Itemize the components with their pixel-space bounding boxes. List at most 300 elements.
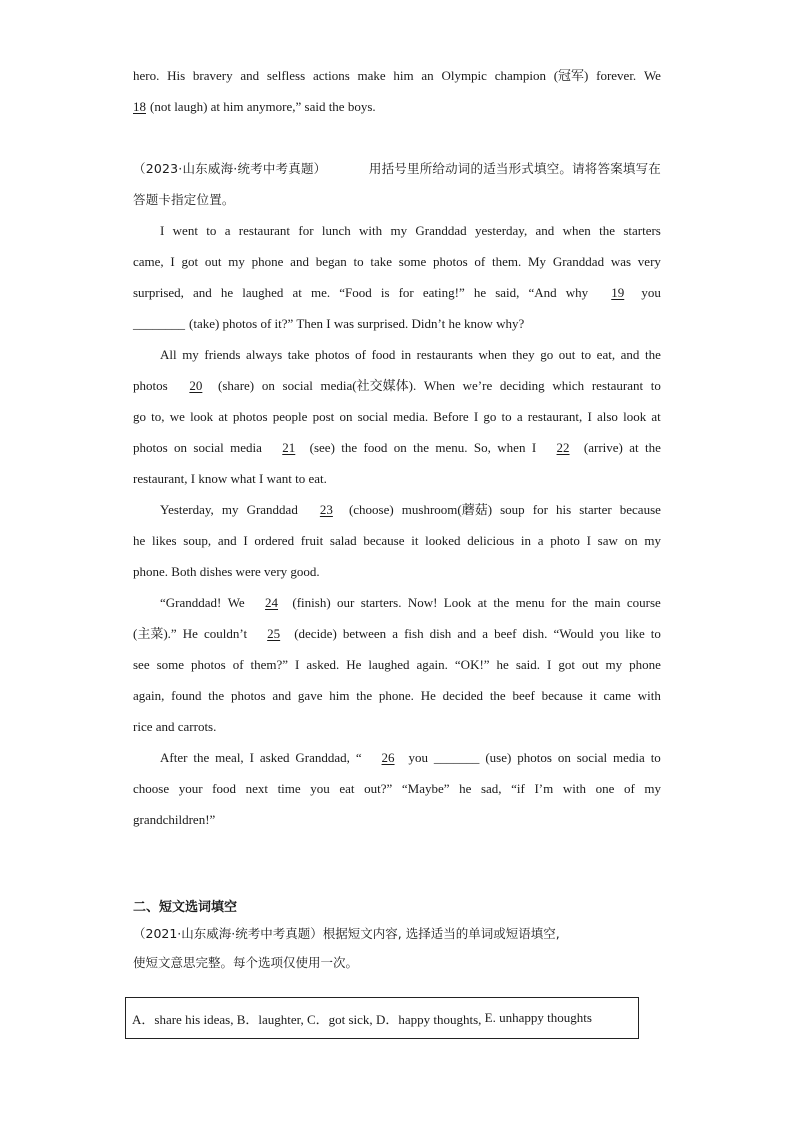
word: at: [477, 595, 487, 610]
word: social: [193, 440, 224, 455]
word: when: [497, 440, 526, 455]
word: I: [170, 254, 175, 269]
word: the: [572, 595, 589, 610]
word: laughed: [242, 285, 284, 300]
word: likes: [152, 533, 177, 548]
word: Look: [443, 595, 472, 610]
word: at: [629, 440, 639, 455]
word: hero.: [133, 68, 160, 83]
word: “if: [511, 781, 525, 796]
answer-blank-19[interactable]: 19: [611, 285, 625, 300]
word: said,: [495, 285, 520, 300]
word: and: [535, 223, 555, 238]
word: why: [565, 285, 589, 300]
word: for: [398, 285, 414, 300]
word: looked: [425, 533, 461, 548]
word: an: [421, 68, 434, 83]
word: actions: [312, 68, 350, 83]
option-b: B．laughter,: [236, 1011, 304, 1027]
word: restaurant,: [527, 409, 583, 424]
text-line: [133, 618, 661, 649]
word: （2023·山东威海·统考中考真题）: [133, 161, 327, 176]
word: a: [224, 223, 231, 238]
word: was: [610, 254, 632, 269]
options-box: [125, 997, 639, 1039]
word: meal,: [215, 750, 244, 765]
word: I: [586, 533, 591, 548]
word: the: [356, 688, 373, 703]
word: at: [218, 409, 228, 424]
word: fish: [404, 626, 424, 641]
word: phone.: [378, 688, 414, 703]
word: social: [576, 750, 608, 765]
answer-blank-21[interactable]: 21: [282, 440, 296, 455]
word: asked: [259, 750, 290, 765]
word: for: [550, 595, 566, 610]
text-line: [133, 556, 661, 587]
word: to: [650, 750, 661, 765]
word: eating!”: [422, 285, 465, 300]
word: beef: [494, 626, 517, 641]
word: food: [212, 781, 236, 796]
word: because: [541, 688, 583, 703]
word: His: [167, 68, 186, 83]
word: starters.: [360, 595, 402, 610]
word: salad: [329, 533, 357, 548]
text-segment: restaurant, I know what I want to eat.: [133, 471, 327, 486]
word: to: [580, 347, 592, 362]
word: between: [342, 626, 387, 641]
word: on: [557, 750, 571, 765]
word: champion: [494, 68, 546, 83]
word: when: [562, 223, 591, 238]
word: (arrive): [583, 440, 623, 455]
word: I: [295, 657, 300, 672]
word: eat: [339, 781, 355, 796]
word: look: [623, 409, 647, 424]
word: He: [346, 657, 362, 672]
question-intro: 使短文意思完整。每个选项仅使用一次。: [133, 955, 359, 970]
word: because: [619, 502, 661, 517]
word: “OK!”: [454, 657, 490, 672]
question-intro: [133, 184, 661, 215]
word: the: [645, 440, 661, 455]
word: the: [193, 750, 210, 765]
word: yesterday,: [475, 223, 528, 238]
text-line: [133, 432, 661, 463]
text-line: [133, 370, 661, 401]
word: (decide): [294, 626, 337, 641]
word: take: [370, 254, 393, 269]
word: photos: [191, 657, 226, 672]
word: (finish): [292, 595, 331, 610]
word: on: [624, 533, 638, 548]
word: again.: [416, 657, 448, 672]
word: All: [160, 347, 177, 362]
word: got: [181, 254, 199, 269]
word: very: [637, 254, 661, 269]
word: my: [605, 657, 623, 672]
text-line: [133, 525, 661, 556]
word: “And: [528, 285, 557, 300]
word: got: [558, 657, 575, 672]
word: our: [337, 595, 355, 610]
option-a: A．share his ideas,: [132, 1011, 234, 1027]
word: of: [232, 657, 244, 672]
word: We: [227, 595, 245, 610]
word: soup,: [183, 533, 212, 548]
word: Granddad: [552, 254, 605, 269]
word: photos: [314, 347, 350, 362]
word: social: [357, 409, 388, 424]
word: choose: [133, 781, 170, 796]
word: photos: [133, 440, 168, 455]
word: restaurant: [591, 378, 644, 393]
word: bravery: [192, 68, 233, 83]
word: him: [393, 68, 414, 83]
word: course: [626, 595, 661, 610]
word: My: [528, 254, 547, 269]
word: photos: [232, 409, 268, 424]
word: and: [620, 347, 640, 362]
word: time: [277, 781, 301, 796]
word: began: [315, 254, 347, 269]
word: they: [512, 347, 535, 362]
text-line: [133, 711, 661, 742]
word: sad,: [480, 781, 502, 796]
word: on: [261, 378, 275, 393]
word: my: [644, 533, 661, 548]
word: lunch: [321, 223, 351, 238]
word: to: [206, 223, 217, 238]
word: them?”: [250, 657, 289, 672]
text-segment: you: [408, 750, 428, 765]
word: (see): [309, 440, 335, 455]
option-c: C．got sick,: [306, 1011, 373, 1027]
word: ordered: [254, 533, 295, 548]
word: went: [172, 223, 198, 238]
word: in: [400, 347, 412, 362]
word: also: [596, 409, 618, 424]
word: I’m: [534, 781, 554, 796]
answer-blank-26b[interactable]: _______: [433, 750, 480, 765]
word: a: [482, 626, 488, 641]
word: (主菜).”: [133, 626, 177, 641]
word: restaurants: [416, 347, 473, 362]
word: he: [220, 285, 234, 300]
word: found: [171, 688, 202, 703]
word: Before: [433, 409, 469, 424]
word: at: [651, 409, 661, 424]
word: Granddad: [246, 502, 298, 517]
word: saw: [597, 533, 618, 548]
word: media: [613, 750, 645, 765]
answer-blank-19b[interactable]: ________: [133, 316, 185, 331]
answer-blank-20[interactable]: 20: [189, 378, 203, 393]
word: deciding: [499, 378, 545, 393]
answer-blank-18[interactable]: 18: [133, 99, 146, 114]
word: asked.: [306, 657, 340, 672]
answer-blank-24[interactable]: 24: [265, 595, 279, 610]
text-line: [133, 308, 661, 339]
word: my: [644, 781, 661, 796]
word: mushroom(蘑菇): [401, 502, 493, 517]
word: I: [243, 533, 248, 548]
word: to,: [151, 409, 165, 424]
word: starter: [579, 502, 612, 517]
word: you: [310, 781, 330, 796]
word: media.: [393, 409, 429, 424]
word: it: [589, 688, 597, 703]
word: “: [355, 750, 362, 765]
word: we’re: [462, 378, 493, 393]
word: he: [133, 533, 146, 548]
word: photo: [550, 533, 580, 548]
text-line: [133, 804, 661, 835]
word: He: [182, 626, 198, 641]
word: because: [363, 533, 405, 548]
word: the: [644, 347, 661, 362]
word: soup: [500, 502, 525, 517]
word: take: [287, 347, 310, 362]
word: he: [496, 657, 509, 672]
word: We: [643, 68, 661, 83]
text-line: [133, 463, 661, 494]
word: (choose): [348, 502, 394, 517]
word: the: [599, 223, 615, 238]
text-line: [133, 773, 661, 804]
word: (冠军): [553, 68, 589, 83]
word: at: [292, 285, 302, 300]
word: gave: [297, 688, 323, 703]
text-segment: rice and carrots.: [133, 719, 217, 734]
word: menu.: [435, 440, 468, 455]
word: He: [420, 688, 436, 703]
word: of: [474, 254, 486, 269]
text-segment: photos: [133, 378, 168, 393]
word: my: [228, 254, 245, 269]
word: see: [133, 657, 150, 672]
word: always: [246, 347, 283, 362]
word: my: [182, 347, 199, 362]
text-segment: (take) photos of it?” Then I was surprised. Didn’t he know why?: [189, 316, 525, 331]
word: restaurant: [238, 223, 291, 238]
word: selfless: [266, 68, 306, 83]
word: go: [133, 409, 146, 424]
word: (share): [218, 378, 255, 393]
word: main: [594, 595, 621, 610]
word: “Would: [553, 626, 594, 641]
question-intro: [133, 153, 661, 184]
word: and: [290, 254, 309, 269]
word: out: [204, 254, 222, 269]
word: go: [540, 347, 554, 362]
word: I: [249, 750, 254, 765]
word: me.: [311, 285, 331, 300]
word: in: [520, 533, 532, 548]
word: of: [355, 347, 367, 362]
word: to: [501, 409, 512, 424]
word: you: [599, 626, 620, 641]
word: on: [174, 440, 188, 455]
word: Yesterday,: [160, 502, 214, 517]
word: is: [380, 285, 390, 300]
word: So,: [473, 440, 491, 455]
word: his: [555, 502, 572, 517]
text-line: [133, 246, 661, 277]
word: “Granddad!: [160, 595, 222, 610]
word: Granddad,: [295, 750, 350, 765]
word: I: [160, 223, 165, 238]
word: decided: [442, 688, 484, 703]
word: them.: [492, 254, 522, 269]
word: and: [193, 285, 212, 300]
word: I: [547, 657, 552, 672]
word: my: [390, 223, 408, 238]
word: of: [623, 781, 635, 796]
word: food: [363, 440, 388, 455]
text-line: [133, 91, 661, 122]
word: people: [272, 409, 308, 424]
word: him: [329, 688, 350, 703]
word: with: [359, 223, 383, 238]
text-segment: 答题卡指定位置。: [133, 192, 235, 207]
answer-blank-22[interactable]: 22: [556, 440, 570, 455]
word: out: [558, 347, 576, 362]
word: some: [398, 254, 427, 269]
word: After: [160, 750, 188, 765]
word: to: [650, 378, 661, 393]
word: and: [217, 533, 237, 548]
word: media(社交媒体).: [320, 378, 417, 393]
word: like: [625, 626, 645, 641]
word: which: [552, 378, 585, 393]
word: media: [230, 440, 262, 455]
text-line: [133, 215, 661, 246]
word: look: [190, 409, 214, 424]
answer-blank-26[interactable]: 26: [381, 750, 395, 765]
word: with: [562, 781, 586, 796]
word: post: [312, 409, 335, 424]
word: and: [457, 626, 477, 641]
word: dish.: [522, 626, 548, 641]
text-segment: grandchildren!”: [133, 812, 216, 827]
word: my: [221, 502, 239, 517]
word: came: [603, 688, 631, 703]
word: photos: [432, 254, 468, 269]
word: some: [156, 657, 185, 672]
word: couldn’t: [203, 626, 248, 641]
answer-blank-25[interactable]: 25: [267, 626, 281, 641]
text-line: [133, 60, 661, 91]
word: when: [478, 347, 507, 362]
word: and: [272, 688, 292, 703]
word: (use): [485, 750, 512, 765]
word: Olympic: [441, 68, 487, 83]
word: menu: [515, 595, 545, 610]
question-intro: （2021·山东威海·统考中考真题）根据短文内容, 选择适当的单词或短语填空,: [133, 926, 560, 941]
word: he: [459, 781, 472, 796]
word: a: [392, 626, 399, 641]
word: we: [169, 409, 185, 424]
word: food: [371, 347, 396, 362]
option-e: E. unhappy thoughts: [484, 1010, 592, 1025]
word: next: [245, 781, 268, 796]
text-line: [133, 339, 661, 370]
word: for: [532, 502, 548, 517]
word: out: [581, 657, 599, 672]
word: your: [178, 781, 203, 796]
word: phone: [251, 254, 284, 269]
text-line: [133, 494, 661, 525]
word: to: [353, 254, 364, 269]
answer-blank-23[interactable]: 23: [319, 502, 333, 517]
word: friends: [204, 347, 241, 362]
text-segment: you: [641, 285, 661, 300]
word: Now!: [407, 595, 438, 610]
section-heading: 二、短文选词填空: [133, 900, 238, 915]
word: I: [531, 440, 537, 455]
word: came,: [133, 254, 164, 269]
word: laughed: [368, 657, 410, 672]
word: for: [298, 223, 314, 238]
word: a: [516, 409, 523, 424]
word: a: [537, 533, 544, 548]
word: eat,: [596, 347, 616, 362]
word: forever.: [596, 68, 637, 83]
word: it: [411, 533, 419, 548]
word: I: [473, 409, 479, 424]
word: the: [208, 688, 225, 703]
word: said.: [515, 657, 541, 672]
word: I: [587, 409, 592, 424]
word: to: [650, 626, 661, 641]
word: go: [483, 409, 497, 424]
word: one: [595, 781, 615, 796]
word: social: [282, 378, 313, 393]
word: the: [341, 440, 358, 455]
word: on: [339, 409, 353, 424]
word: out?”: [364, 781, 393, 796]
word: again,: [133, 688, 165, 703]
word: on: [393, 440, 407, 455]
word: the: [489, 688, 506, 703]
word: beef: [512, 688, 535, 703]
text-line: [133, 277, 661, 308]
word: he: [473, 285, 487, 300]
option-d: D．happy thoughts,: [375, 1011, 482, 1027]
text-segment: phone. Both dishes were very good.: [133, 564, 320, 579]
text-line: [133, 742, 661, 773]
text-segment: (not laugh) at him anymore,” said the boys.: [150, 99, 376, 114]
word: make: [357, 68, 386, 83]
word: “Food: [339, 285, 372, 300]
word: dish: [429, 626, 452, 641]
word: the: [493, 595, 510, 610]
text-line: [133, 587, 661, 618]
word: phone: [629, 657, 661, 672]
word: with: [637, 688, 661, 703]
word: photos: [230, 688, 266, 703]
document-page: [133, 60, 661, 977]
text-line: [133, 401, 661, 432]
word: delicious: [467, 533, 515, 548]
word: Granddad: [415, 223, 467, 238]
text-line: [133, 680, 661, 711]
word: When: [423, 378, 455, 393]
word: 用括号里所给动词的适当形式填空。请将答案填写在: [368, 161, 661, 176]
word: starters: [623, 223, 661, 238]
